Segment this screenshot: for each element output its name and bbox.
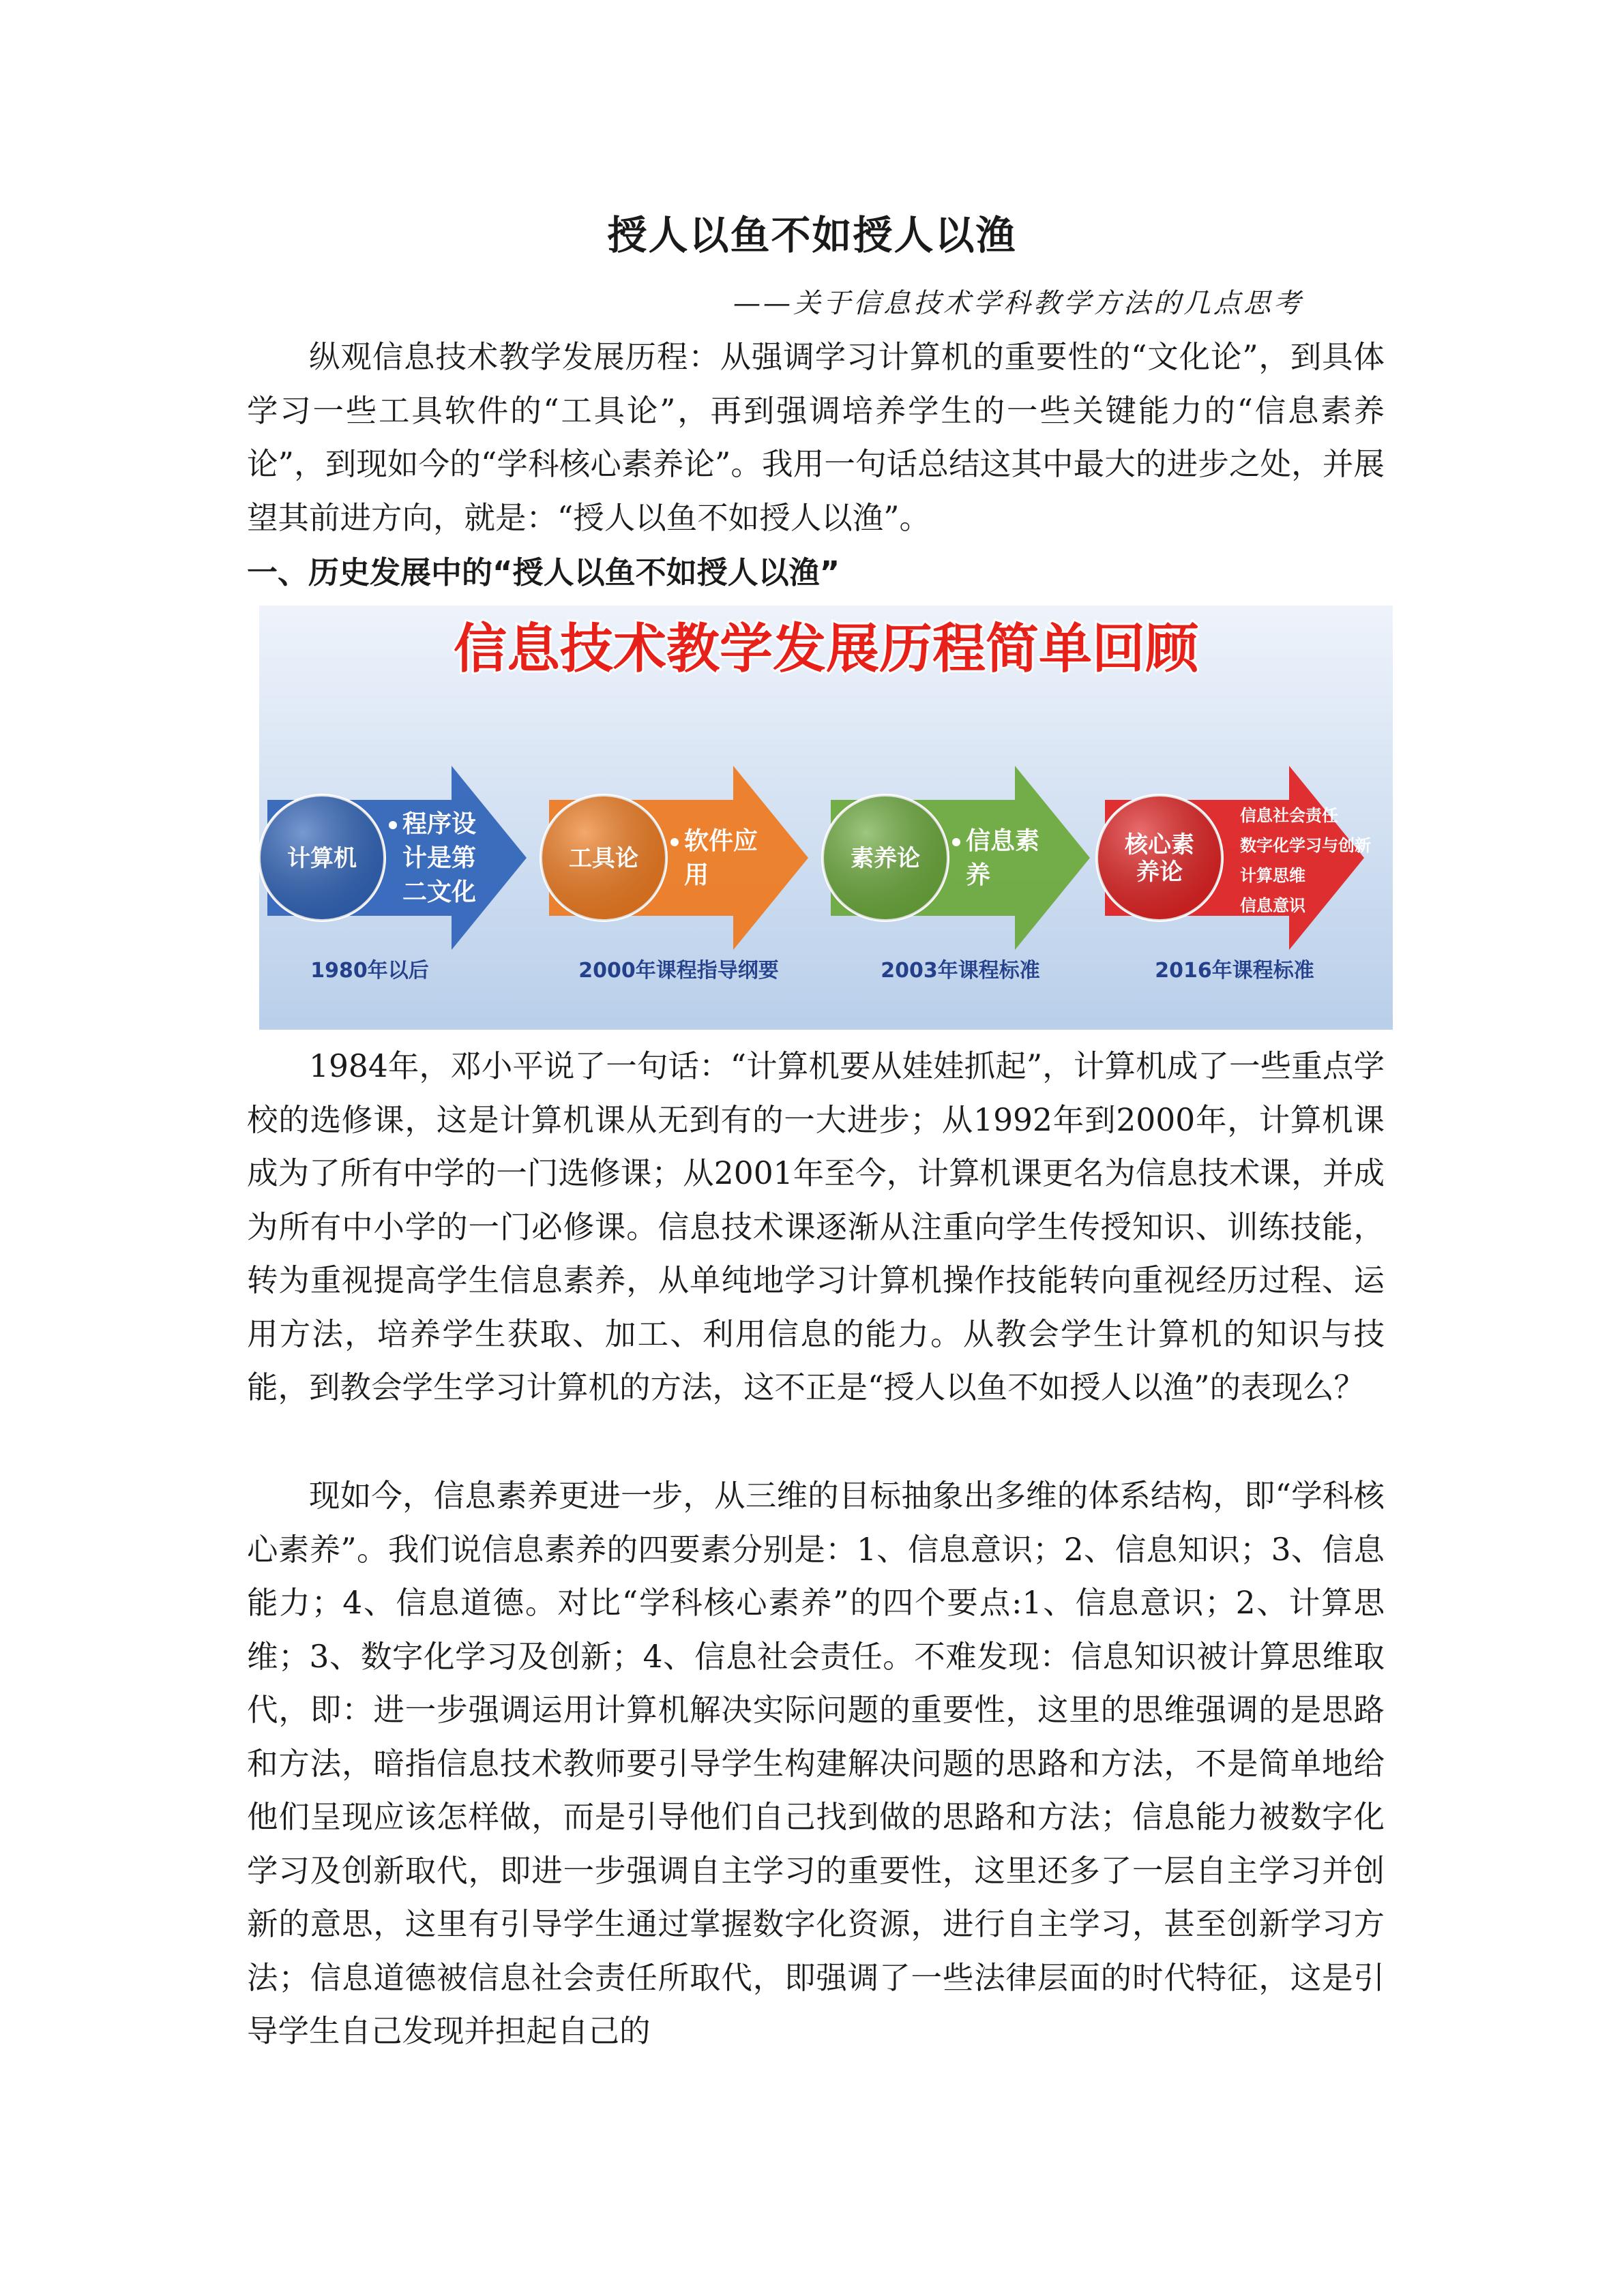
stage-label: 素养论: [851, 845, 920, 872]
stage-bullet: 信息素: [966, 827, 1040, 855]
stage-bullet: 计算思维: [1240, 866, 1305, 885]
paragraph-intro: 纵观信息技术教学发展历程：从强调学习计算机的重要性的“文化论”，到具体学习一些工具软件的“工具论”，再到强调培养学生的一些关键能力的“信息素养论”，到现如今的“学科核心素养论”。我用一句话总结这其中最大的进步之处，并展望其前进方向，就是：“授人以鱼不如授人以渔”。: [247, 339, 1385, 536]
stage-bullet: 信息意识: [1240, 896, 1305, 915]
stage-year-label: 2016年课程标准: [1155, 959, 1314, 983]
stage-bullet: 软件应: [684, 827, 758, 855]
bullet-dot-icon: [389, 821, 397, 829]
paragraph-now: 现如今，信息素养更进一步，从三维的目标抽象出多维的体系结构，即“学科核心素养”。我们说信息素养的四要素分别是：1、信息意识；2、信息知识；3、信息能力；4、信息道德。对比“学科核心素养”的四个要点:1、信息意识；2、计算思维；3、数字化学习及创新；4、信息社会责任。不难发现：信息知识被计算思维取代，即：进一步强调运用计算机解决实际问题的重要性，这里的思维强调的是思路和方法，暗指信息技术教师要引导学生构建解决问题的思路和方法，不是简单地给他们呈现应该怎样做，而是引导他们自己找到做的思路和方法；信息能力被数字化学习及创新取代，即进一步强调自主学习的重要性，这里还多了一层自主学习并创新的意思，这里有引导学生通过掌握数字化资源，进行自主学习，甚至创新学习方法；信息道德被信息社会责任所取代，即强调了一些法律层面的时代特征，这是引导学生自己发现并担起自己的: [247, 1478, 1385, 2049]
stage-bullet: 信息社会责任: [1240, 806, 1338, 825]
history-figure: [259, 606, 1393, 1030]
stage-bullet: 养: [966, 861, 991, 889]
stage-label: 养论: [1136, 859, 1183, 886]
stage-bullet: 二文化: [402, 878, 477, 906]
stage-label: 计算机: [287, 845, 357, 872]
stage-bullet: 程序设: [402, 810, 477, 838]
stage-label: 核心素: [1125, 831, 1194, 859]
document-title: 授人以鱼不如授人以渔: [607, 212, 1017, 258]
stage-year-label: 2000年课程指导纲要: [578, 959, 779, 983]
stage-bullet: 数字化学习与创新: [1240, 836, 1371, 855]
stage-label: 工具论: [569, 845, 638, 872]
bullet-dot-icon: [952, 838, 960, 846]
stage-year-label: 2003年课程标准: [881, 959, 1040, 983]
history-figure-svg: [259, 606, 1393, 1030]
document-subtitle: ——关于信息技术学科教学方法的几点思考: [733, 288, 1303, 319]
stage-year-label: 1980年以后: [310, 959, 429, 983]
stage-bullet: 计是第: [402, 844, 477, 872]
stage-bullet: 用: [684, 861, 709, 889]
figure-title: 信息技术教学发展历程简单回顾: [453, 618, 1199, 680]
bullet-dot-icon: [670, 838, 679, 846]
section-heading: 一、历史发展中的“授人以鱼不如授人以渔”: [247, 554, 840, 591]
paragraph-history: 1984年，邓小平说了一句话：“计算机要从娃娃抓起”，计算机成了一些重点学校的选修课，这是计算机课从无到有的一大进步；从1992年到2000年，计算机课成为了所有中学的一门选修课；从2001年至今，计算机课更名为信息技术课，并成为所有中小学的一门必修课。信息技术课逐渐从注重向学生传授知识、训练技能，转为重视提高学生信息素养，从单纯地学习计算机操作技能转向重视经历过程、运用方法，培养学生获取、加工、利用信息的能力。从教会学生计算机的知识与技能，到教会学生学习计算机的方法，这不正是“授人以鱼不如授人以渔”的表现么？: [247, 1048, 1385, 1405]
